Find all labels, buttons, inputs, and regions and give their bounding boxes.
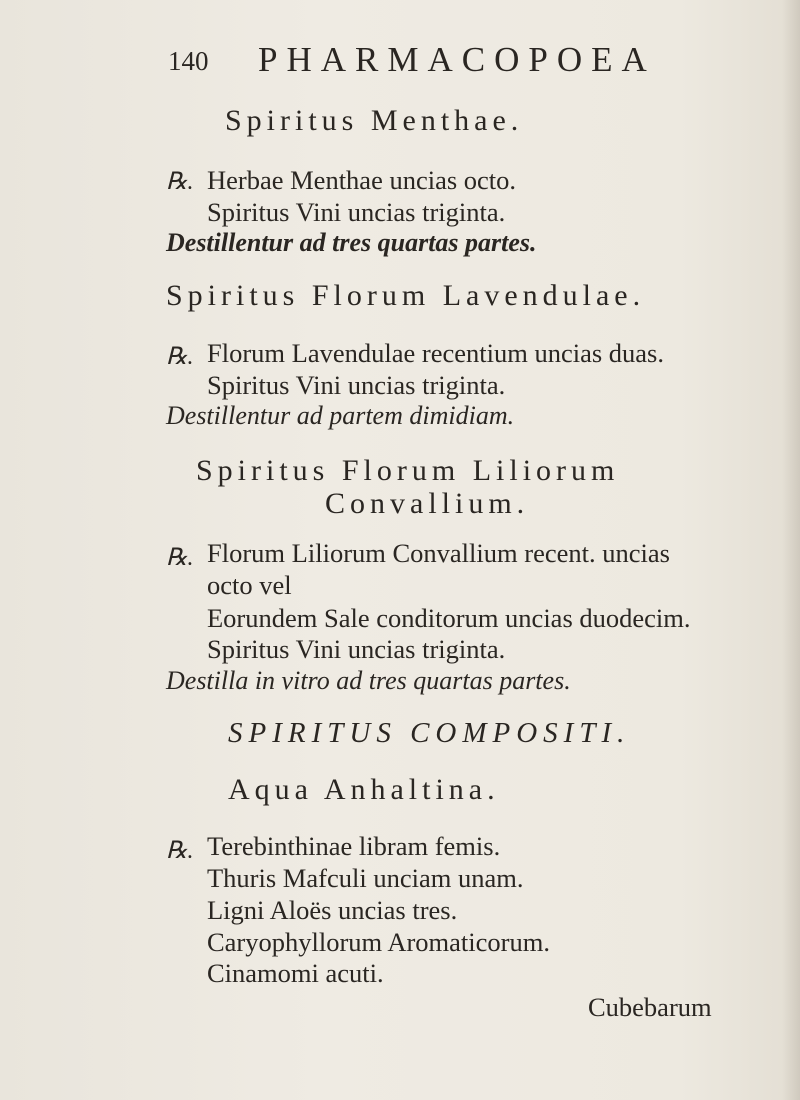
ingredient-line: Terebinthinae libram femis. (207, 831, 501, 861)
ingredient-line: Thuris Mafculi unciam unam. (207, 863, 524, 893)
direction-line: Destilla in vitro ad tres quartas partes. (166, 666, 571, 695)
ingredient-line: Spiritus Vini uncias triginta. (207, 370, 506, 400)
ingredient-line: Spiritus Vini uncias triginta. (207, 197, 506, 227)
ingredient-line: octo vel (207, 570, 292, 600)
direction-line: Destillentur ad tres quartas partes. (166, 228, 537, 257)
direction-line: Destillentur ad partem dimidiam. (166, 401, 515, 430)
section-title: Spiritus Menthae. (225, 104, 524, 137)
ingredient-line: Florum Liliorum Convallium recent. uncias (207, 538, 670, 568)
section-title-continued: Convallium. (325, 487, 530, 520)
ingredient-line: Spiritus Vini uncias triginta. (207, 634, 506, 664)
recipe-symbol: ℞. (166, 169, 194, 195)
ingredient-line: Eorundem Sale conditorum uncias duodecim. (207, 603, 691, 633)
subsection-title: Aqua Anhaltina. (228, 773, 500, 806)
ingredient-line: Caryophyllorum Aromaticorum. (207, 927, 550, 957)
major-heading: SPIRITUS COMPOSITI. (228, 717, 631, 749)
running-title: PHARMACOPOEA (258, 40, 656, 79)
recipe-symbol: ℞. (166, 344, 194, 370)
section-title: Spiritus Florum Liliorum (196, 454, 620, 487)
ingredient-line: Florum Lavendulae recentium uncias duas. (207, 338, 664, 368)
page-edge-shadow (782, 0, 800, 1100)
ingredient-line: Ligni Aloës uncias tres. (207, 895, 458, 925)
ingredient-line: Cinamomi acuti. (207, 958, 384, 988)
catchword: Cubebarum (588, 992, 712, 1022)
recipe-symbol: ℞. (166, 838, 194, 864)
section-title: Spiritus Florum Lavendulae. (166, 279, 646, 312)
recipe-symbol: ℞. (166, 545, 194, 571)
page-number: 140 (168, 46, 209, 76)
ingredient-line: Herbae Menthae uncias octo. (207, 165, 517, 195)
